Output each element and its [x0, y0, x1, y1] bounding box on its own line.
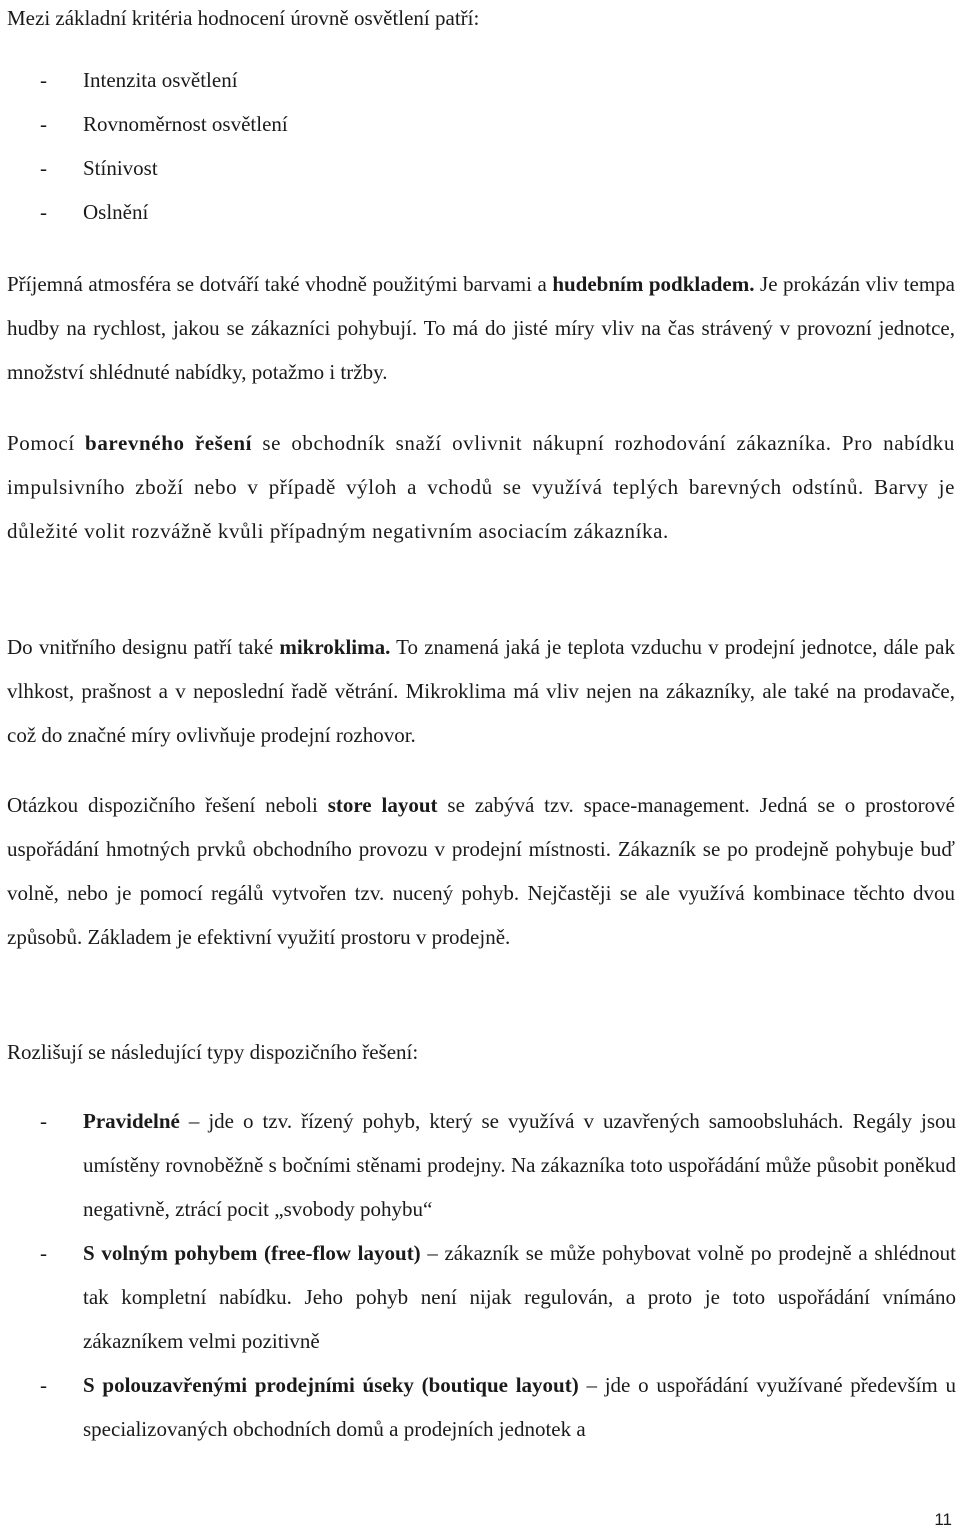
dash-bullet: - [40, 1241, 47, 1265]
dash-bullet: - [40, 68, 47, 92]
layout-types-list [0, 1099, 960, 1451]
dash-bullet: - [40, 1373, 47, 1397]
list-item [0, 102, 960, 146]
layout-type-text: S polouzavřenými prodejními úseky (boutique layout) – jde o uspořádání využívané především u specializovaných obchodních domů a prodejních jednotek a [83, 1373, 956, 1441]
bold-term: barevného řešení [85, 431, 253, 455]
dash-bullet: - [40, 112, 47, 136]
bold-term: store layout [327, 793, 438, 817]
criteria-list [0, 58, 960, 234]
criteria-item: Stínivost [83, 156, 158, 180]
dash-bullet: - [40, 1109, 47, 1133]
list-item [0, 58, 960, 102]
page-number: 11 [934, 1510, 952, 1529]
list-item [0, 1099, 960, 1231]
list-item [0, 146, 960, 190]
criteria-item: Oslnění [83, 200, 149, 224]
bold-term: hudebním podkladem. [552, 272, 755, 296]
list-item [0, 1231, 960, 1363]
list-item [0, 190, 960, 234]
paragraph-microclimate: Do vnitřního designu patří také mikroklima. To znamená jaká je teplota vzduchu v prodejní jednotce, dále pak vlhkost, prašnost a v neposlední řadě větrání. Mikroklima má vliv nejen na zákazníky, ale také na prodavače, což do značné míry ovlivňuje prodejní rozhovor. [7, 635, 955, 747]
dash-bullet: - [40, 200, 47, 224]
bold-term: mikroklima. [279, 635, 391, 659]
paragraph-types-intro: Rozlišují se následující typy dispozičního řešení: [7, 1040, 419, 1064]
dash-bullet: - [40, 156, 47, 180]
paragraph-layout: Otázkou dispozičního řešení neboli store layout se zabývá tzv. space-management. Jedná se o prostorové uspořádání hmotných prvků obchodního provozu v prodejní místnosti. Zákazník se po prodejně pohybuje buď volně, nebo je pomocí regálů vytvořen tzv. nucený pohyb. Nejčastěji se ale využívá kombinace těchto dvou způsobů. Základem je efektivní využití prostoru v prodejně. [7, 793, 955, 949]
bold-term: Pravidelné [83, 1109, 180, 1133]
paragraph-color: Pomocí barevného řešení se obchodník snaží ovlivnit nákupní rozhodování zákazníka. Pro nabídku impulsivního zboží nebo v případě výloh a vchodů se využívá teplých barevných odstínů. Barvy je důležité volit rozvážně kvůli případným negativním asociacím zákazníka. [7, 431, 956, 543]
list-item [0, 1363, 960, 1451]
bold-term: S polouzavřenými prodejními úseky (boutique layout) [83, 1373, 579, 1397]
layout-type-text: S volným pohybem (free-flow layout) – zákazník se může pohybovat volně po prodejně a shlédnout tak kompletní nabídku. Jeho pohyb není nijak regulován, a proto je toto uspořádání vnímáno zákazníkem velmi pozitivně [83, 1241, 956, 1353]
paragraph-music: Příjemná atmosféra se dotváří také vhodně použitými barvami a hudebním podkladem. Je prokázán vliv tempa hudby na rychlost, jakou se zákazníci pohybují. To má do jisté míry vliv na čas strávený v provozní jednotce, množství shlédnuté nabídky, potažmo i tržby. [7, 272, 955, 384]
criteria-item: Rovnoměrnost osvětlení [83, 112, 288, 136]
bold-term: S volným pohybem (free-flow layout) [83, 1241, 421, 1265]
layout-type-text: Pravidelné – jde o tzv. řízený pohyb, který se využívá v uzavřených samoobsluhách. Regály jsou umístěny rovnoběžně s bočními stěnami prodejny. Na zákazníka toto uspořádání může působit poněkud negativně, ztrácí pocit „svobody pohybu“ [83, 1109, 956, 1221]
criteria-item: Intenzita osvětlení [83, 68, 238, 92]
intro-text: Mezi základní kritéria hodnocení úrovně osvětlení patří: [7, 6, 480, 30]
